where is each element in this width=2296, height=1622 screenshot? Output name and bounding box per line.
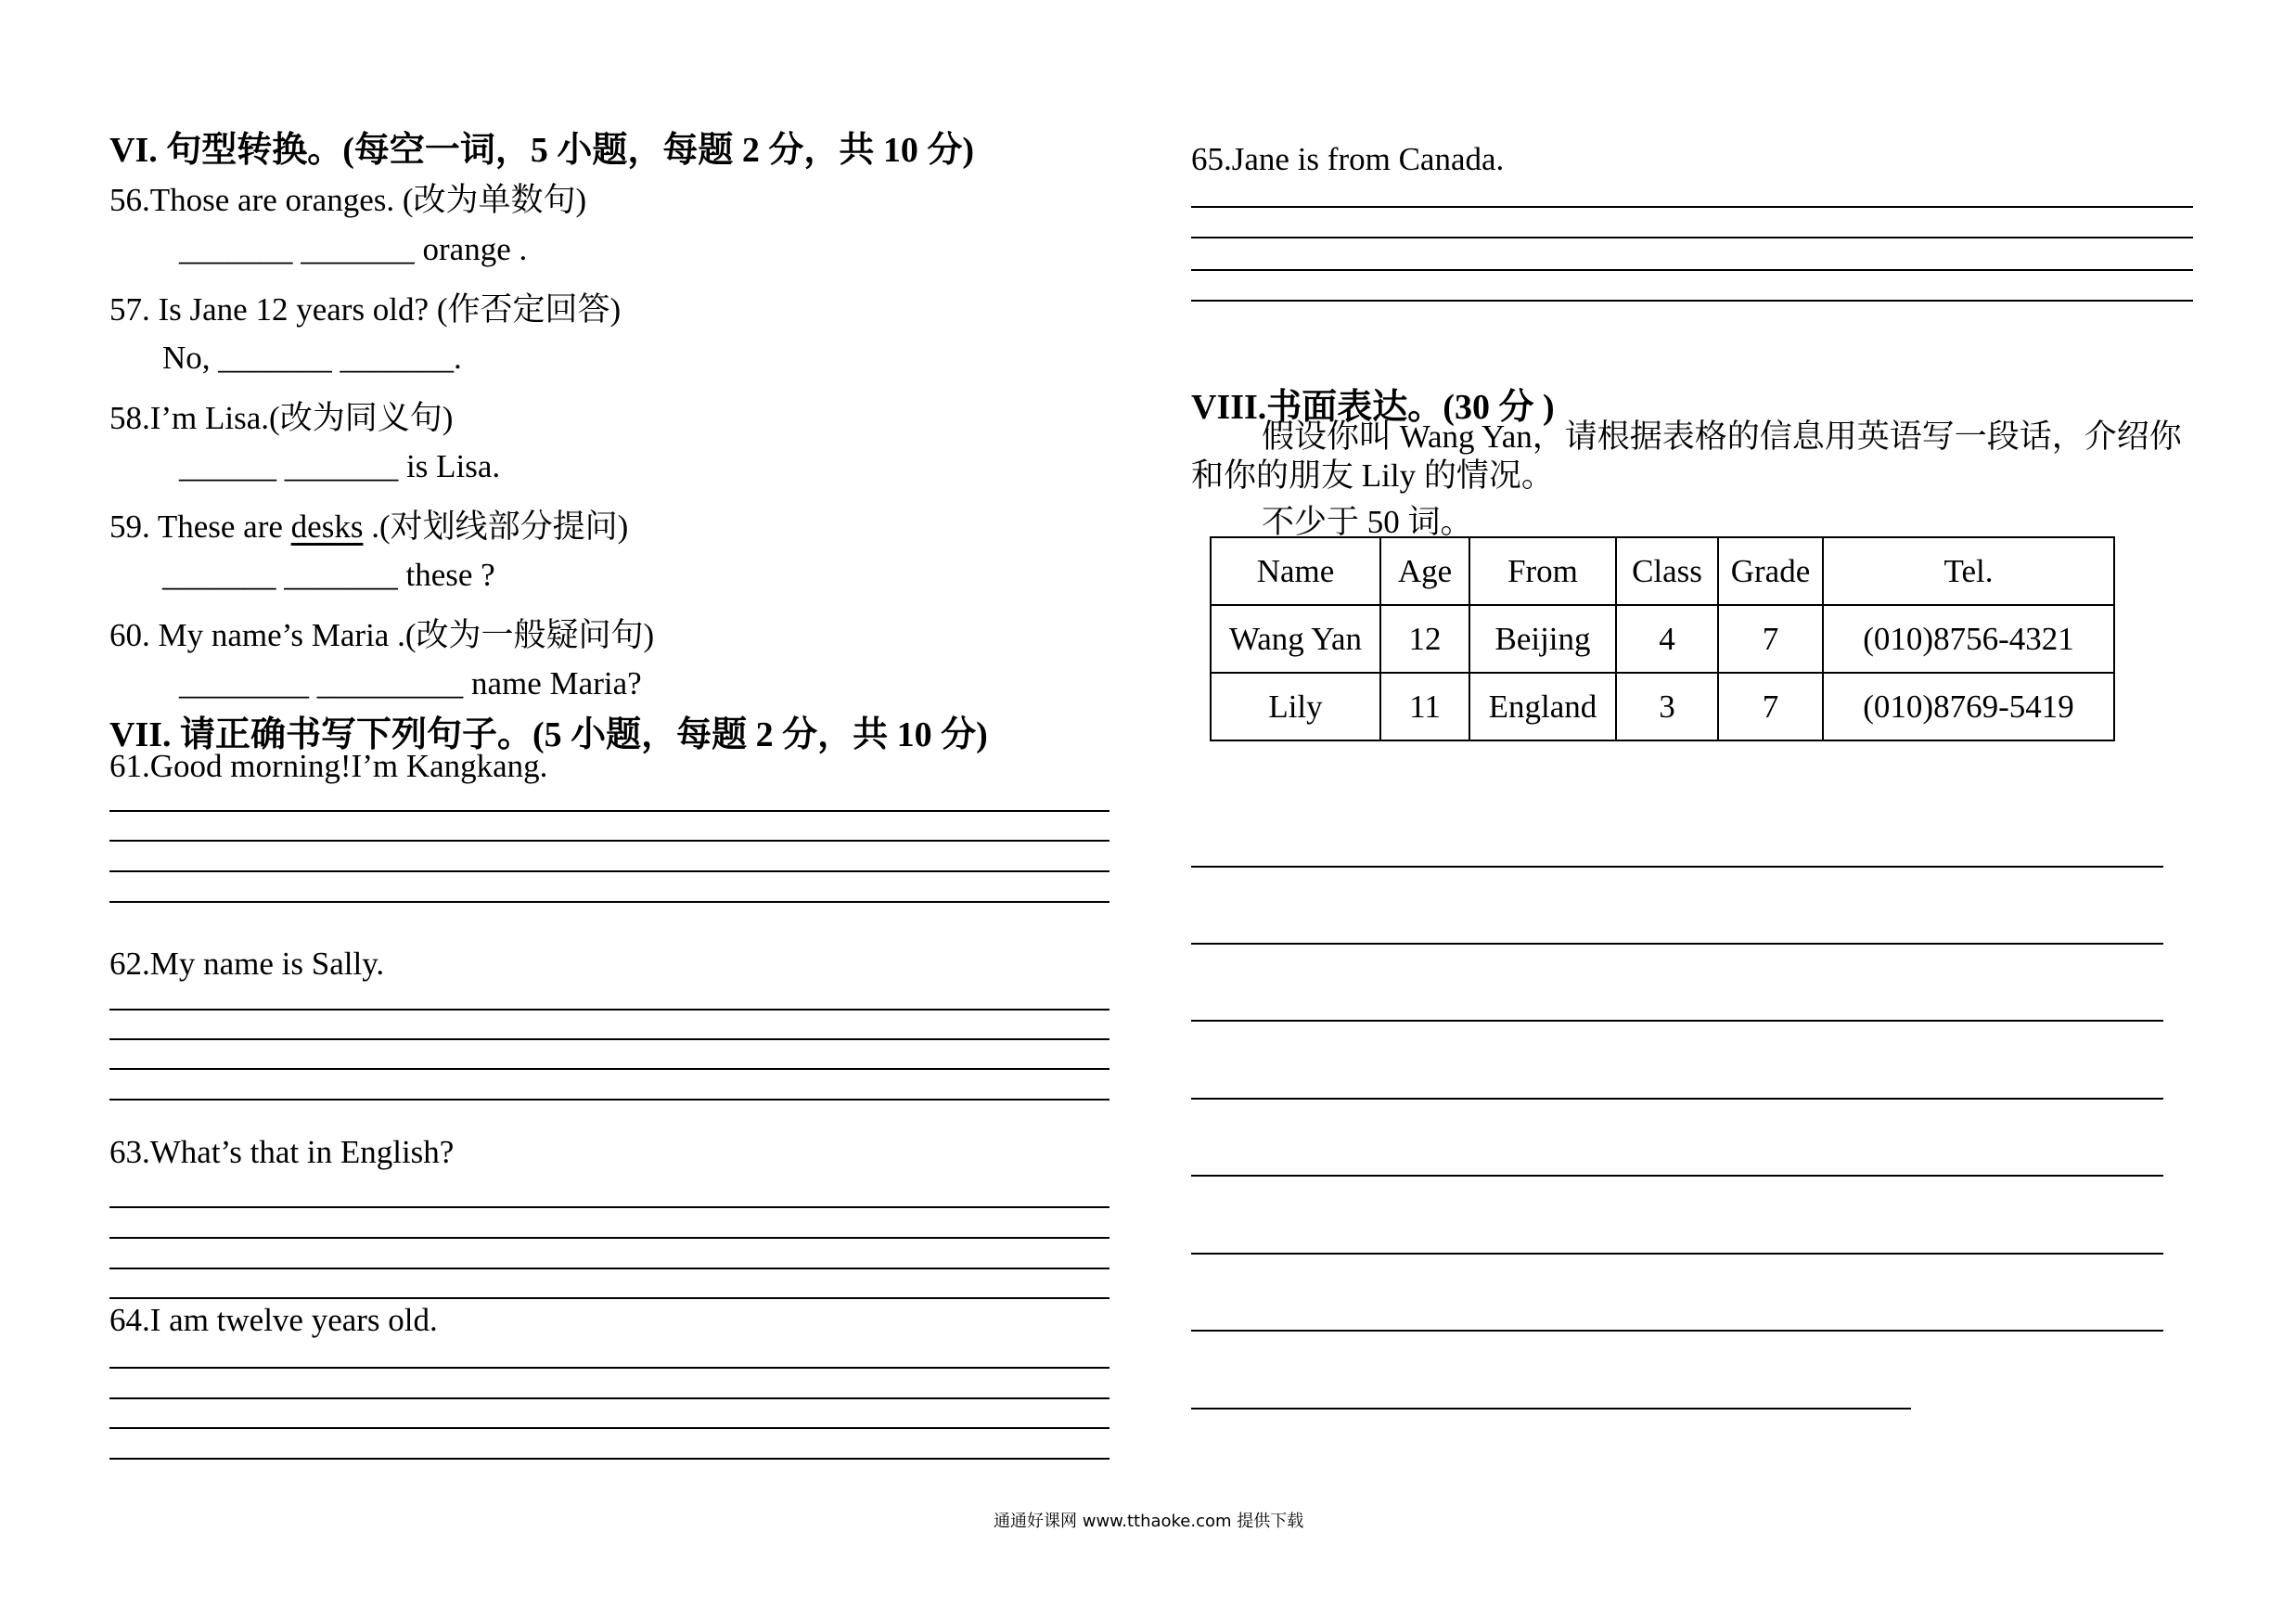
writing-line: [109, 1206, 1110, 1208]
table-cell: 7: [1718, 605, 1823, 673]
answer-blank-58: ______ _______ is Lisa.: [179, 448, 501, 484]
table-header: From: [1469, 537, 1616, 605]
writing-line: [109, 1367, 1110, 1369]
table-cell: Beijing: [1469, 605, 1616, 673]
question-58: 58.I’m Lisa.(改为同义句): [109, 400, 454, 436]
table-row: [1211, 673, 2114, 740]
table-cell: Lily: [1211, 673, 1380, 740]
table-header-row: [1211, 537, 2114, 605]
table-cell: (010)8769-5419: [1823, 673, 2114, 740]
writing-line: [1191, 1330, 2163, 1332]
writing-line: [109, 901, 1110, 903]
table-header: Name: [1211, 537, 1380, 605]
writing-line: [109, 1038, 1110, 1040]
table-cell: 4: [1616, 605, 1718, 673]
table-cell: (010)8756-4321: [1823, 605, 2114, 673]
section-7-heading: VII. 请正确书写下列句子。(5 小题，每题 2 分，共 10 分): [109, 715, 988, 754]
answer-blank-56: _______ _______ orange .: [179, 231, 528, 267]
table-cell: England: [1469, 673, 1616, 740]
underlined-word: desks: [290, 508, 364, 545]
writing-line: [109, 1237, 1110, 1239]
question-61: 61.Good morning!I’m Kangkang.: [109, 748, 548, 784]
table-header: Age: [1380, 537, 1469, 605]
footer-credit: 通通好课网 www.tthaoke.com 提供下载: [994, 1512, 1304, 1531]
writing-line: [1191, 300, 2193, 302]
section-6-heading: VI. 句型转换。(每空一词，5 小题，每题 2 分，共 10 分): [109, 131, 975, 170]
writing-line: [109, 840, 1110, 842]
writing-line: [1191, 866, 2163, 868]
table-cell: 11: [1380, 673, 1469, 740]
writing-line: [109, 1068, 1110, 1070]
answer-blank-57: No, _______ _______.: [162, 340, 462, 376]
question-59-instruction: .(对划线部分提问): [363, 508, 629, 545]
table-cell: 7: [1718, 673, 1823, 740]
writing-line: [109, 1268, 1110, 1269]
writing-line: [109, 810, 1110, 812]
section-8-heading: VIII.书面表达。(30 分 ): [1191, 388, 1555, 427]
writing-line: [1191, 1408, 1911, 1410]
table-header: Tel.: [1823, 537, 2114, 605]
table-row: [1211, 605, 2114, 673]
writing-line: [109, 1397, 1110, 1399]
answer-blank-59: _______ _______ these ?: [162, 557, 495, 593]
table-header: Grade: [1718, 537, 1823, 605]
question-59: [109, 501, 628, 547]
writing-line: [109, 1427, 1110, 1429]
writing-line: [1191, 206, 2193, 208]
question-56: 56.Those are oranges. (改为单数句): [109, 182, 587, 218]
writing-line: [109, 1009, 1110, 1011]
writing-line: [109, 870, 1110, 872]
writing-line: [1191, 1098, 2163, 1100]
word-requirement: 不少于 50 词。: [1262, 504, 1473, 540]
writing-instruction: 假设你叫 Wang Yan，请根据表格的信息用英语写一段话，介绍你和你的朋友 Lily 的情况。: [1191, 418, 2182, 494]
writing-line: [1191, 269, 2193, 271]
table-cell: Wang Yan: [1211, 605, 1380, 673]
question-62: 62.My name is Sally.: [109, 946, 385, 982]
answer-blank-60: ________ _________ name Maria?: [179, 665, 642, 702]
table-cell: 12: [1380, 605, 1469, 673]
table-header: Class: [1616, 537, 1718, 605]
question-60: 60. My name’s Maria .(改为一般疑问句): [109, 617, 655, 653]
writing-line: [109, 1458, 1110, 1460]
writing-line: [1191, 943, 2163, 945]
writing-line: [1191, 1253, 2163, 1255]
table-cell: 3: [1616, 673, 1718, 740]
question-64: 64.I am twelve years old.: [109, 1302, 438, 1338]
writing-line: [109, 1099, 1110, 1101]
writing-line: [1191, 1175, 2163, 1177]
question-59-text: 59. These are: [109, 508, 291, 545]
info-table: [1210, 536, 2115, 741]
question-63: 63.What’s that in English?: [109, 1134, 455, 1170]
writing-line: [109, 1297, 1110, 1299]
question-57: 57. Is Jane 12 years old? (作否定回答): [109, 291, 622, 328]
writing-line: [1191, 237, 2193, 238]
question-65: 65.Jane is from Canada.: [1191, 141, 1505, 177]
writing-line: [1191, 1020, 2163, 1022]
